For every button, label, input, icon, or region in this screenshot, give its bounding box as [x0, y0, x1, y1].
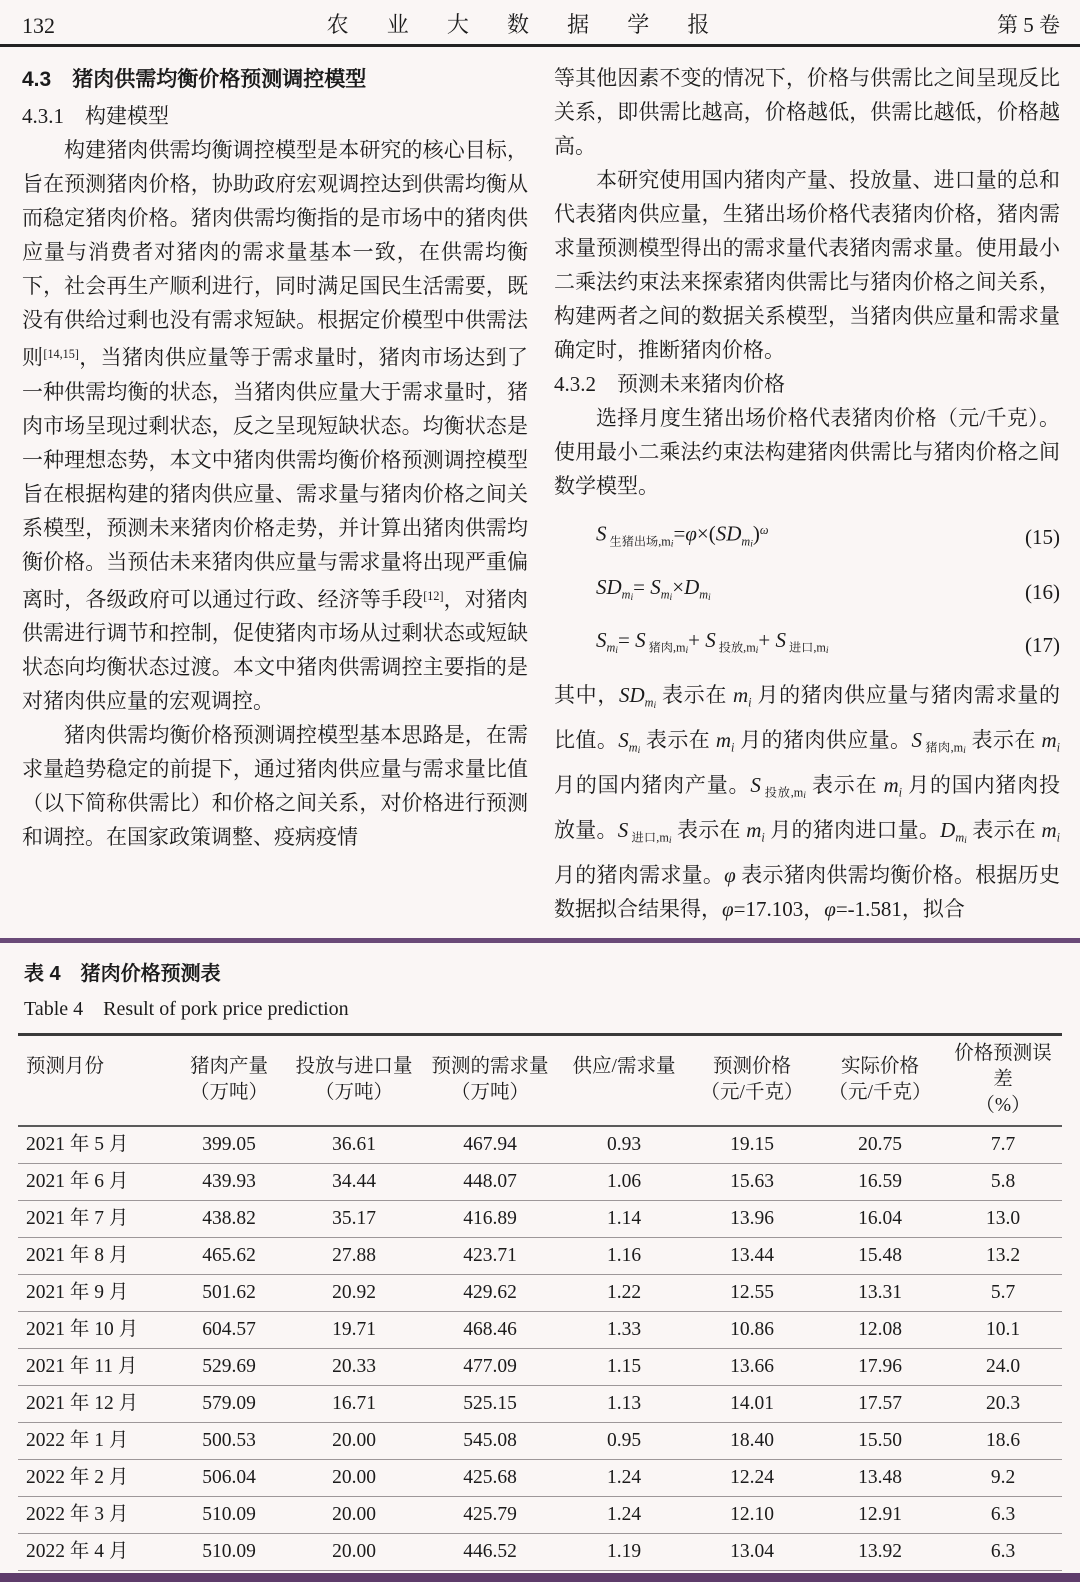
column-header: 实际价格 （元/千克） — [828, 1055, 932, 1103]
pork-price-prediction-table — [18, 1033, 1062, 1571]
equation-row-16 — [554, 572, 1060, 613]
table-cell: 438.82 — [202, 1207, 256, 1229]
table-cell: 425.79 — [463, 1503, 517, 1525]
table-cell: 1.14 — [606, 1207, 642, 1229]
table-cell: 545.08 — [463, 1429, 517, 1451]
table-cell: 510.09 — [202, 1503, 256, 1525]
table-cell: 13.2 — [985, 1244, 1021, 1266]
table-cell: 12.10 — [730, 1503, 774, 1525]
table-cell: 13.44 — [730, 1244, 774, 1266]
section-heading-4-3-2: 4.3.2 预测未来猪肉价格 — [554, 372, 785, 396]
table-row — [18, 1126, 1062, 1164]
table-cell: 12.91 — [858, 1503, 902, 1525]
table-cell: 13.31 — [858, 1281, 902, 1303]
table-cell: 2022 年 2 月 — [26, 1466, 129, 1488]
table-cell: 5.7 — [990, 1281, 1016, 1303]
table-cell: 34.44 — [332, 1170, 376, 1192]
table-header-row — [18, 1034, 1062, 1126]
table-cell: 15.48 — [858, 1244, 902, 1266]
table-cell: 448.07 — [463, 1170, 517, 1192]
body-paragraph-price-selection: 选择月度生猪出场价格代表猪肉价格（元/千克）。使用最小二乘法约束法构建猪肉供需比与猪肉价格之间数学模型。 — [554, 406, 1060, 498]
table-cell: 16.71 — [332, 1392, 376, 1414]
table-cell: 1.16 — [606, 1244, 642, 1266]
table-cell: 16.59 — [858, 1170, 902, 1192]
table-cell: 477.09 — [463, 1355, 517, 1377]
table-cell: 27.88 — [332, 1244, 376, 1266]
equation-formula-17: $S_{mi}= S$ $_{猪肉,mi}$+ S $_{投放,mi}$+ S $_{进口,mi}$ — [596, 627, 829, 656]
table-cell: 604.57 — [202, 1318, 256, 1340]
table-cell: 2021 年 12 月 — [26, 1392, 139, 1414]
journal-title: 农 业 大 数 据 学 报 — [326, 12, 726, 37]
table-cell: 2021 年 11 月 — [26, 1355, 138, 1377]
table-top-accent-rule — [0, 938, 1080, 943]
table-cell: 0.95 — [606, 1429, 642, 1451]
table-cell: 1.24 — [606, 1466, 642, 1488]
table-cell: 5.8 — [990, 1170, 1016, 1192]
table-cell: 399.05 — [202, 1133, 256, 1155]
table-caption-zh: 表 4 猪肉价格预测表 — [24, 962, 221, 985]
table-row — [18, 1311, 1062, 1348]
table-cell: 506.04 — [202, 1466, 256, 1488]
two-column-body — [0, 47, 1080, 926]
table-cell: 15.63 — [730, 1170, 774, 1192]
equation-formula-15: S $_{生猪出场,mi}=\varphi\times(SD_{mi})^\omega$ — [596, 521, 769, 550]
table-cell: 20.00 — [332, 1503, 376, 1525]
table-cell: 429.62 — [463, 1281, 517, 1303]
table-cell: 468.46 — [463, 1318, 517, 1340]
right-column — [554, 61, 1060, 926]
table-cell: 13.96 — [730, 1207, 774, 1229]
table-cell: 465.62 — [202, 1244, 256, 1266]
table-cell: 2022 年 3 月 — [26, 1503, 129, 1525]
table-cell: 13.92 — [858, 1540, 902, 1562]
body-paragraph-symbol-definitions: 其中，$SD_{mi}$ 表示在 $m_i$ 月的猪肉供应量与猪肉需求量的比值。$S_{mi}$ 表示在 $m_i$ 月的猪肉供应量。S $_{猪肉,mi}$ 表示在 $m_i$ 月的国内猪肉产量。S $_{投放,mi}$ 表示在 $m_i$ 月的国内猪肉投放量。S $_{进口,mi}$ 表示在 $m_i$ 月的猪肉进口量。$D_{mi}$ 表示在 $m_i$ 月的猪肉需求量。φ 表示猪肉供需均衡价格。根据历史数据拟合结果得，φ=17.103，φ=-1.581，拟合 — [554, 682, 1061, 921]
column-header: 预测的需求量 （万吨） — [431, 1055, 549, 1103]
table-cell: 20.33 — [332, 1355, 376, 1377]
table-cell: 2021 年 6 月 — [26, 1170, 129, 1192]
table-caption-en: Table 4 Result of pork price prediction — [24, 997, 349, 1020]
table-cell: 36.61 — [332, 1133, 376, 1155]
table-cell: 2021 年 9 月 — [26, 1281, 129, 1303]
table-cell: 467.94 — [463, 1133, 517, 1155]
table-section — [0, 938, 1080, 1582]
table-row — [18, 1533, 1062, 1570]
column-header: 供应/需求量 — [572, 1055, 676, 1077]
column-header: 预测价格 （元/千克） — [700, 1055, 804, 1103]
table-cell: 439.93 — [202, 1170, 256, 1192]
equation-number-15: (15) — [1025, 525, 1060, 550]
table-cell: 1.15 — [606, 1355, 642, 1377]
table-cell: 13.0 — [985, 1207, 1021, 1229]
table-cell: 579.09 — [202, 1392, 256, 1414]
table-cell: 20.3 — [985, 1392, 1021, 1414]
column-header: 投放与进口量 （万吨） — [295, 1055, 413, 1103]
volume-label: 第 5 卷 — [997, 13, 1060, 37]
page-header — [0, 0, 1080, 47]
table-cell: 18.40 — [730, 1429, 774, 1451]
table-cell: 13.66 — [730, 1355, 774, 1377]
table-cell: 18.6 — [985, 1429, 1021, 1451]
table-cell: 1.24 — [606, 1503, 642, 1525]
table-cell: 510.09 — [202, 1540, 256, 1562]
table-cell: 500.53 — [202, 1429, 256, 1451]
body-paragraph-data-sources: 本研究使用国内猪肉产量、投放量、进口量的总和代表猪肉供应量，生猪出场价格代表猪肉价格，猪肉需求量预测模型得出的需求量代表猪肉需求量。使用最小二乘法约束法来探索猪肉供需比与猪肉价格之间关系，构建两者之间的数据关系模型，当猪肉供应量和需求量确定时，推断猪肉价格。 — [554, 168, 1060, 362]
table-cell: 10.86 — [730, 1318, 774, 1340]
equation-row-17 — [554, 625, 1060, 666]
table-body — [18, 1126, 1062, 1571]
table-cell: 17.57 — [858, 1392, 902, 1414]
equation-number-16: (16) — [1025, 580, 1060, 605]
table-cell: 9.2 — [990, 1466, 1016, 1488]
table-cell: 1.13 — [606, 1392, 642, 1414]
table-cell: 2021 年 10 月 — [26, 1318, 139, 1340]
body-paragraph-model-construction: 构建猪肉供需均衡调控模型是本研究的核心目标，旨在预测猪肉价格，协助政府宏观调控达到供需均衡从而稳定猪肉价格。猪肉供需均衡指的是市场中的猪肉供应量与消费者对猪肉的需求量基本一致，在供需均衡下，社会再生产顺利进行，同时满足国民生活需要，既没有供给过剩也没有需求短缺。根据定价模型中供需法则[14,15]，当猪肉供应量等于需求量时，猪肉市场达到了一种供需均衡的状态，当猪肉供应量大于需求量时，猪肉市场呈现过剩状态，反之呈现短缺状态。均衡状态是一种理想态势，本文中猪肉供需均衡价格预测调控模型旨在根据构建的猪肉供应量、需求量与猪肉价格之间关系模型，预测未来猪肉价格走势，并计算出猪肉供需均衡价格。当预估未来猪肉供应量与需求量将出现严重偏离时，各级政府可以通过行政、经济等手段[12]，对猪肉供需进行调节和控制，促使猪肉市场从过剩状态或短缺状态向均衡状态过渡。本文中猪肉供需调控主要指的是对猪肉供应量的宏观调控。 — [22, 138, 529, 714]
table-row — [18, 1496, 1062, 1533]
table-cell: 20.00 — [332, 1429, 376, 1451]
table-cell: 14.01 — [730, 1392, 774, 1414]
table-cell: 446.52 — [463, 1540, 517, 1562]
body-paragraph-inverse-relation: 等其他因素不变的情况下，价格与供需比之间呈现反比关系，即供需比越高，价格越低，供需比越低，价格越高。 — [554, 66, 1060, 158]
equation-block — [554, 515, 1060, 666]
table-row — [18, 1422, 1062, 1459]
table-cell: 1.19 — [606, 1540, 642, 1562]
table-cell: 12.08 — [858, 1318, 902, 1340]
table-row — [18, 1163, 1062, 1200]
table-cell: 423.71 — [463, 1244, 517, 1266]
table-cell: 2021 年 8 月 — [26, 1244, 129, 1266]
table-cell: 1.06 — [606, 1170, 642, 1192]
section-heading-4-3-1: 4.3.1 构建模型 — [22, 104, 169, 128]
table-cell: 12.55 — [730, 1281, 774, 1303]
table-cell: 19.15 — [730, 1133, 774, 1155]
table-row — [18, 1200, 1062, 1237]
table-cell: 0.93 — [606, 1133, 642, 1155]
body-paragraph-basic-idea: 猪肉供需均衡价格预测调控模型基本思路是，在需求量趋势稳定的前提下，通过猪肉供应量与需求量比值（以下简称供需比）和价格之间关系，对价格进行预测和调控。在国家政策调整、疫病疫情 — [22, 723, 528, 850]
table-cell: 35.17 — [332, 1207, 376, 1229]
table-row — [18, 1274, 1062, 1311]
table-cell: 16.04 — [858, 1207, 902, 1229]
table-cell: 2021 年 5 月 — [26, 1133, 129, 1155]
column-header: 价格预测误差 （%） — [954, 1042, 1052, 1116]
table-bottom-accent-bar — [0, 1573, 1080, 1582]
table-cell: 501.62 — [202, 1281, 256, 1303]
table-cell: 425.68 — [463, 1466, 517, 1488]
section-heading-4-3: 4.3 猪肉供需均衡价格预测调控模型 — [22, 68, 367, 91]
page-number: 132 — [22, 13, 55, 38]
table-cell: 20.00 — [332, 1466, 376, 1488]
equation-row-15 — [554, 515, 1060, 560]
table-cell: 10.1 — [985, 1318, 1021, 1340]
column-header: 猪肉产量 （万吨） — [189, 1055, 268, 1103]
table-cell: 2021 年 7 月 — [26, 1207, 129, 1229]
table-cell: 20.75 — [858, 1133, 902, 1155]
table-cell: 17.96 — [858, 1355, 902, 1377]
table-cell: 24.0 — [985, 1355, 1021, 1377]
table-cell: 7.7 — [990, 1133, 1016, 1155]
equation-formula-16: $SD_{mi}= S_{mi}\times D_{mi}$ — [596, 574, 711, 603]
table-cell: 416.89 — [463, 1207, 517, 1229]
table-cell: 19.71 — [332, 1318, 376, 1340]
table-row — [18, 1385, 1062, 1422]
table-cell: 13.04 — [730, 1540, 774, 1562]
table-cell: 1.33 — [606, 1318, 642, 1340]
table-cell: 13.48 — [858, 1466, 902, 1488]
table-cell: 2022 年 4 月 — [26, 1540, 129, 1562]
table-cell: 20.00 — [332, 1540, 376, 1562]
table-cell: 15.50 — [858, 1429, 902, 1451]
table-row — [18, 1237, 1062, 1274]
table-row — [18, 1348, 1062, 1385]
table-cell: 6.3 — [990, 1503, 1016, 1525]
equation-number-17: (17) — [1025, 633, 1060, 658]
table-cell: 529.69 — [202, 1355, 256, 1377]
table-cell: 6.3 — [990, 1540, 1016, 1562]
table-cell: 1.22 — [606, 1281, 642, 1303]
table-cell: 20.92 — [332, 1281, 376, 1303]
column-header: 预测月份 — [26, 1055, 105, 1077]
table-cell: 2022 年 1 月 — [26, 1429, 129, 1451]
left-column — [22, 61, 528, 926]
table-cell: 12.24 — [730, 1466, 774, 1488]
table-cell: 525.15 — [463, 1392, 517, 1414]
